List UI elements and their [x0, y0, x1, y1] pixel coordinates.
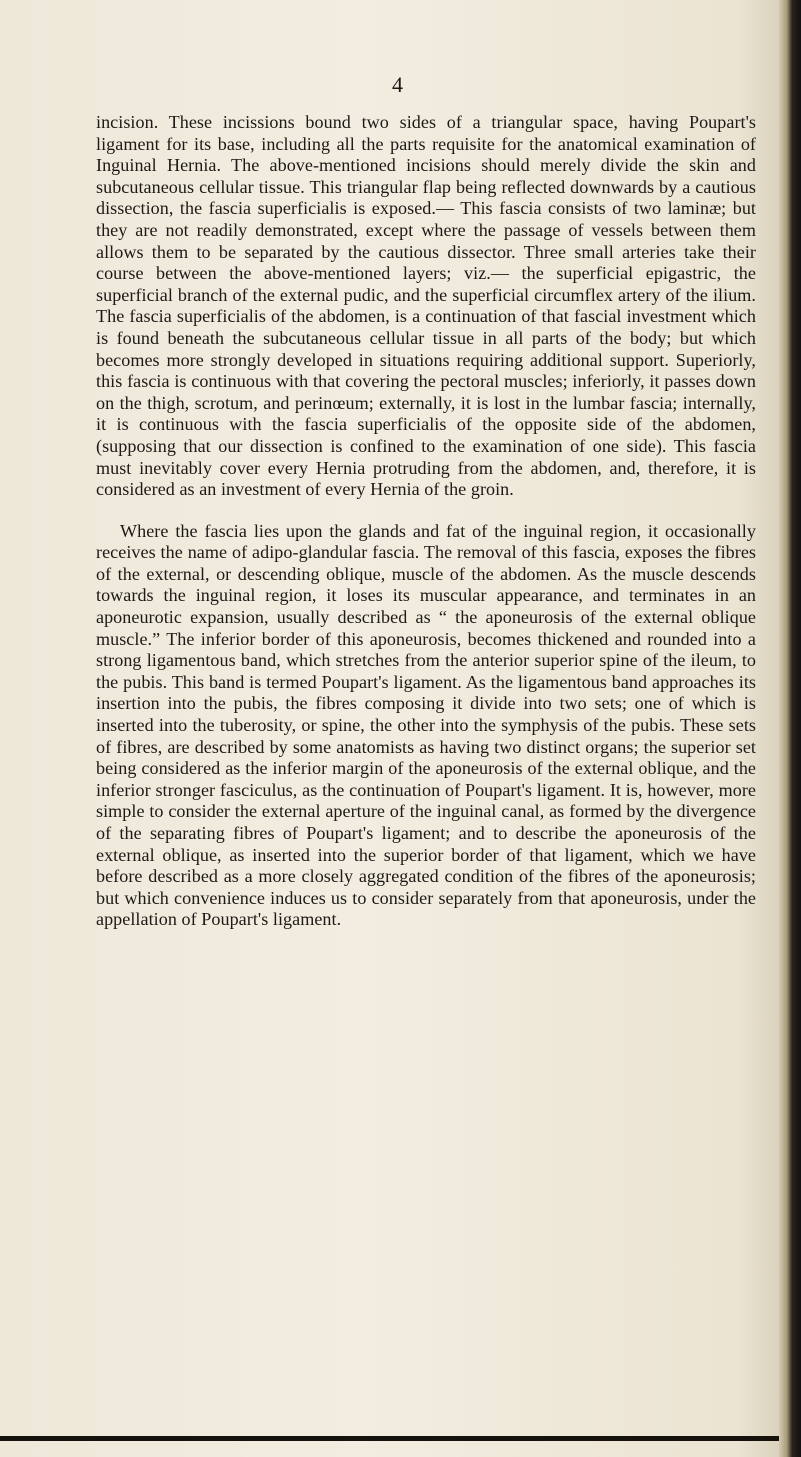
body-text [96, 112, 756, 931]
bottom-rule [0, 1436, 801, 1441]
paragraph-1: incision. These incissions bound two sides of a triangular space, having Poupart's ligament for its base, including all the parts requisite for the anatomical examination of Inguinal Hernia. The above-mentioned incisions should merely divide the skin and subcutaneous cellular tissue. This triangular flap being reflected downwards by a cautious dissection, the fascia superficialis is exposed.— This fascia consists of two laminæ; but they are not readily demonstrated, except where the passage of vessels between them allows them to be separated by the cautious dissector. Three small arteries take their course between the above-mentioned layers; viz.— the superficial epigastric, the superficial branch of the external pudic, and the superficial circumflex artery of the ilium. The fascia superficialis of the abdomen, is a continuation of that fascial investment which is found beneath the subcutaneous cellular tissue in all parts of the body; but which becomes more strongly developed in situations requiring additional support. Superiorly, this fascia is continuous with that covering the pectoral muscles; inferiorly, it passes down on the thigh, scrotum, and perinœum; externally, it is lost in the lumbar fascia; internally, it is continuous with the fascia superficialis of the opposite side of the abdomen, (supposing that our dissection is confined to the examination of one side). This fascia must inevitably cover every Hernia protruding from the abdomen, and, therefore, it is considered as an investment of every Hernia of the groin. [96, 112, 756, 500]
page-number: 4 [392, 72, 403, 97]
binding-edge [779, 0, 801, 1457]
paragraph-2: Where the fascia lies upon the glands and fat of the inguinal region, it occasionally receives the name of adipo-glandular fascia. The removal of this fascia, exposes the fibres of the external, or descending oblique, muscle of the abdomen. As the muscle descends towards the inguinal region, it loses its muscular appearance, and terminates in an aponeurotic expansion, usually described as “ the aponeurosis of the external oblique muscle.” The inferior border of this aponeurosis, becomes thickened and rounded into a strong ligamentous band, which stretches from the anterior superior spine of the ileum, to the pubis. This band is termed Poupart's ligament. As the ligamentous band approaches its insertion into the pubis, the fibres composing it divide into two sets; one of which is inserted into the tuberosity, or spine, the other into the symphysis of the pubis. These sets of fibres, are described by some anatomists as having two distinct organs; the superior set being considered as the inferior margin of the aponeurosis of the external oblique, and the inferior stronger fasciculus, as the continuation of Poupart's ligament. It is, however, more simple to consider the external aperture of the inguinal canal, as formed by the divergence of the separating fibres of Poupart's ligament; and to describe the aponeurosis of the external oblique, as inserted into the superior border of that ligament, which we have before described as a more closely aggregated condition of the fibres of the aponeurosis; but which convenience induces us to consider separately from that aponeurosis, under the appellation of Poupart's ligament. [96, 520, 756, 930]
